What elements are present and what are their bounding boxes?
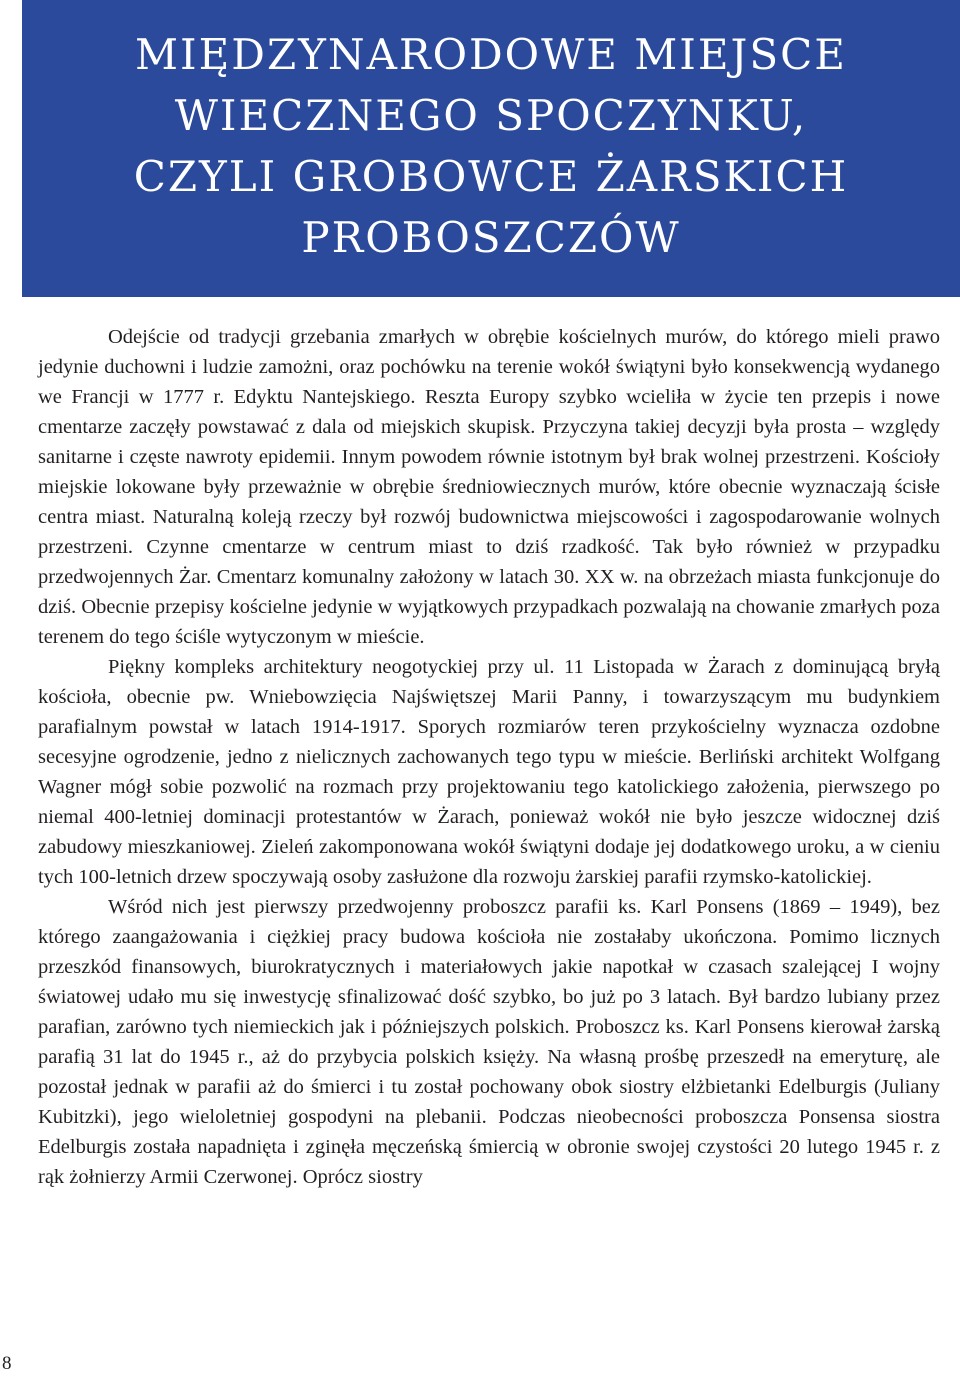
page-number: 8 (2, 1353, 12, 1374)
paragraph-3: Wśród nich jest pierwszy przedwojenny proboszcz parafii ks. Karl Ponsens (1869 – 1949), bez którego zaangażowania i ciężkiej pracy budowa kościoła nie zostałaby ukończona. Pomimo licznych przeszkód finansowych, biurokratycznych i materiałowych jakie napotkał w czasach szalejącej I wojny światowej udało mu się inwestycję sfinalizować dość szybko, bo już po 3 latach. Był bardzo lubiany przez parafian, zarówno tych niemieckich jak i późniejszych polskich. Proboszcz ks. Karl Ponsens kierował żarską parafią 31 lat do 1945 r., aż do przybycia polskich księży. Na własną prośbę przeszedł na emeryturę, ale pozostał jednak w parafii aż do śmierci i tu został pochowany obok siostry elżbietanki Edelburgis (Juliany Kubitzki), jego wieloletniej gospodyni na plebanii. Podczas nieobecności proboszcza Ponsensa siostra Edelburgis została napadnięta i zginęła męczeńską śmiercią w obronie swojej czystości 20 lutego 1945 r. z rąk żołnierzy Armii Czerwonej. Oprócz siostry (38, 896, 940, 1188)
title-banner (22, 0, 960, 297)
article-body (38, 322, 940, 1192)
title-line-2: WIECZNEGO SPOCZYNKU, (174, 91, 808, 140)
title-line-4: PROBOSZCZÓW (301, 213, 681, 262)
paragraph-1: Odejście od tradycji grzebania zmarłych w obrębie kościelnych murów, do którego mieli prawo jedynie duchowni i ludzie zamożni, oraz pochówku na terenie wokół świątyni było konsekwencją wydanego we Francji w 1777 r. Edyktu Nantejskiego. Reszta Europy szybko wcieliła w życie ten przepis i nowe cmentarze zaczęły powstawać z dala od miejskich skupisk. Przyczyna takiej decyzji była prosta – względy sanitarne i częste nawroty epidemii. Innym powodem równie istotnym był brak wolnej przestrzeni. Kościoły miejskie lokowane były przeważnie w obrębie średniowiecznych murów, które obecnie wyznaczają ścisłe centra miast. Naturalną koleją rzeczy był rozwój budownictwa miejscowości i zagospodarowanie wolnych przestrzeni. Czynne cmentarze w centrum miast to dziś rzadkość. Tak było również w przypadku przedwojennych Żar. Cmentarz komunalny założony w latach 30. XX w. na obrzeżach miasta funkcjonuje do dziś. Obecnie przepisy kościelne jedynie w wyjątkowych przypadkach pozwalają na chowanie zmarłych poza terenem do tego ściśle wytyczonym w mieście. (38, 326, 940, 648)
paragraph-2: Piękny kompleks architektury neogotyckiej przy ul. 11 Listopada w Żarach z dominującą bryłą kościoła, obecnie pw. Wniebowzięcia Najświętszej Marii Panny, i towarzyszącym mu budynkiem parafialnym powstał w latach 1914-1917. Sporych rozmiarów teren przykościelny wyznacza ozdobne secesyjne ogrodzenie, jedno z nielicznych zachowanych tego typu w mieście. Berliński architekt Wolfgang Wagner mógł sobie pozwolić na rozmach przy projektowaniu tego katolickiego założenia, pierwszego po niemal 400-letniej dominacji protestantów w Żarach, ponieważ wokół nie było jeszcze widocznej dziś zabudowy mieszkaniowej. Zieleń zakomponowana wokół świątyni dodaje jej dodatkowego uroku, a w cieniu tych 100-letnich drzew spoczywają osoby zasłużone dla rozwoju żarskiej parafii rzymsko-katolickiej. (38, 656, 940, 888)
title-line-1: MIĘDZYNARODOWE MIEJSCE (135, 30, 847, 79)
title-line-3: CZYLI GROBOWCE ŻARSKICH (133, 152, 849, 201)
